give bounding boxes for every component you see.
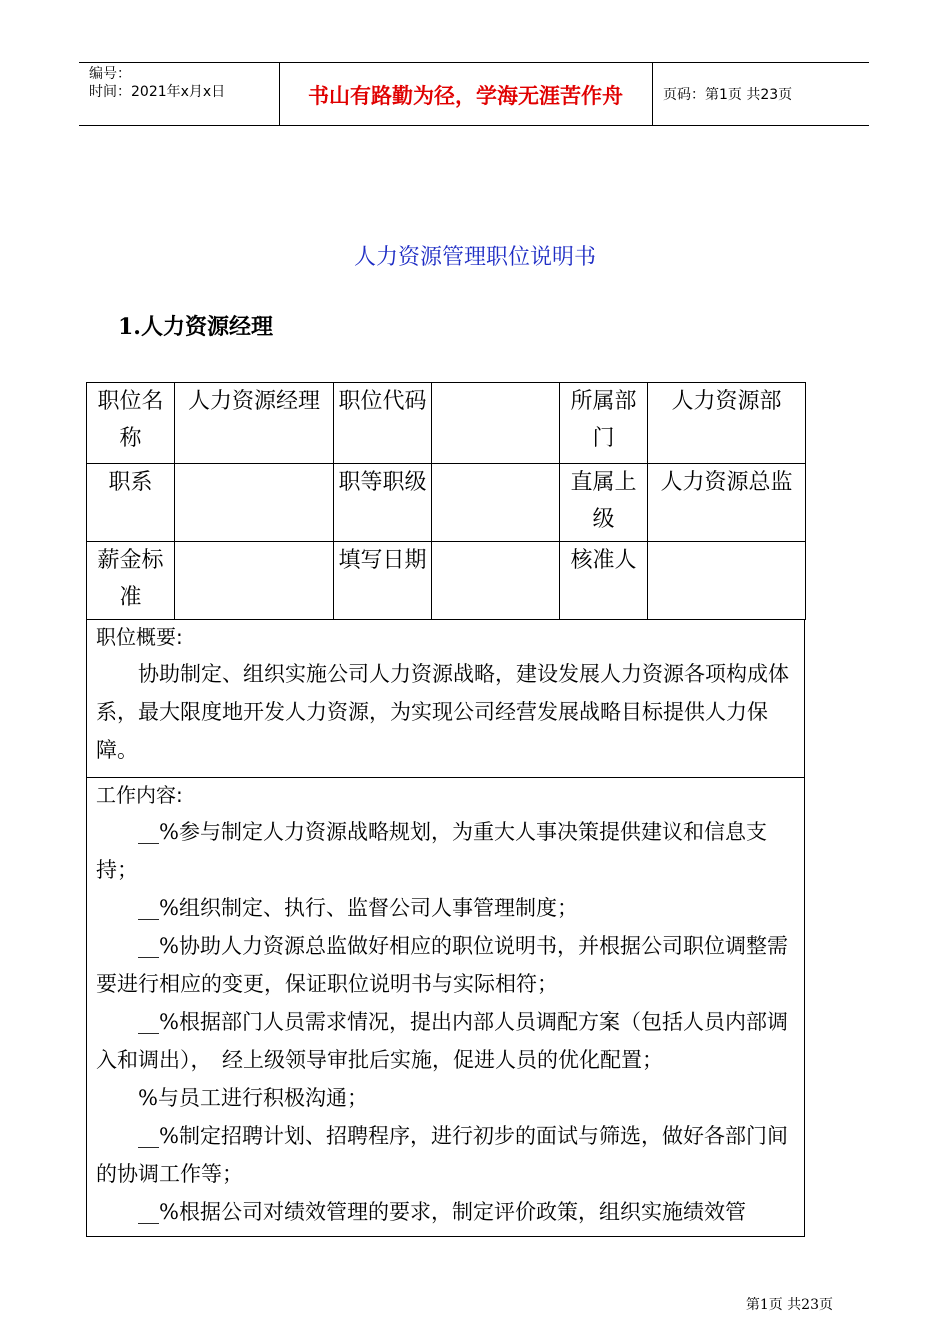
table-cell <box>432 542 560 620</box>
duties-heading: 工作内容: <box>96 783 183 807</box>
document-title: 人力资源管理职位说明书 <box>353 245 596 270</box>
table-cell: 填写日期 <box>334 542 432 620</box>
duties-section <box>86 777 805 1237</box>
position-info-table <box>86 382 806 620</box>
table-row <box>87 464 806 542</box>
table-cell <box>175 542 334 620</box>
duty-item: __%组织制定、执行、监督公司人事管理制度； <box>138 896 578 920</box>
table-cell: 薪金标准 <box>87 542 175 620</box>
duty-item: __%参与制定人力资源战略规划，为重大人事决策提供建议和信息支持； <box>96 820 767 882</box>
table-row <box>87 542 806 620</box>
table-cell <box>175 464 334 542</box>
table-cell: 职等职级 <box>334 464 432 542</box>
summary-heading: 职位概要: <box>96 625 183 649</box>
header-motto: 书山有路勤为径，学海无涯苦作舟 <box>308 84 623 108</box>
page-header <box>79 62 869 126</box>
summary-text: 协助制定、组织实施公司人力资源战略，建设发展人力资源各项构成体系，最大限度地开发人力资源，为实现公司经营发展战略目标提供人力保障。 <box>96 662 789 762</box>
table-cell: 人力资源总监 <box>648 464 806 542</box>
number-label: 编号： <box>89 66 131 82</box>
header-divider <box>652 63 653 125</box>
summary-section <box>86 619 805 778</box>
table-cell <box>432 464 560 542</box>
table-cell: 人力资源部 <box>648 383 806 464</box>
duty-item: __%协助人力资源总监做好相应的职位说明书，并根据公司职位调整需要进行相应的变更，保证职位说明书与实际相符； <box>96 934 788 996</box>
table-cell: 人力资源经理 <box>175 383 334 464</box>
page-footer: 第1页 共23页 <box>745 1297 833 1313</box>
table-row <box>87 383 806 464</box>
table-cell: 职系 <box>87 464 175 542</box>
duty-item: %与员工进行积极沟通； <box>138 1086 368 1110</box>
table-cell <box>648 542 806 620</box>
table-cell: 所属部门 <box>560 383 648 464</box>
table-cell: 核准人 <box>560 542 648 620</box>
table-cell <box>432 383 560 464</box>
duty-item: __%根据公司对绩效管理的要求，制定评价政策，组织实施绩效管 <box>138 1200 746 1224</box>
header-page-info: 页码：第1页 共23页 <box>663 87 793 103</box>
time-label: 时间：2021年x月x日 <box>89 84 226 100</box>
section-title: 1.人力资源经理 <box>118 314 273 340</box>
table-cell: 职位名称 <box>87 383 175 464</box>
table-cell: 直属上级 <box>560 464 648 542</box>
duty-item: __%根据部门人员需求情况，提出内部人员调配方案（包括人员内部调入和调出）， 经上级领导审批后实施，促进人员的优化配置； <box>96 1010 788 1072</box>
table-cell: 职位代码 <box>334 383 432 464</box>
header-meta <box>89 65 225 101</box>
duty-item: __%制定招聘计划、招聘程序，进行初步的面试与筛选，做好各部门间的协调工作等； <box>96 1124 788 1186</box>
